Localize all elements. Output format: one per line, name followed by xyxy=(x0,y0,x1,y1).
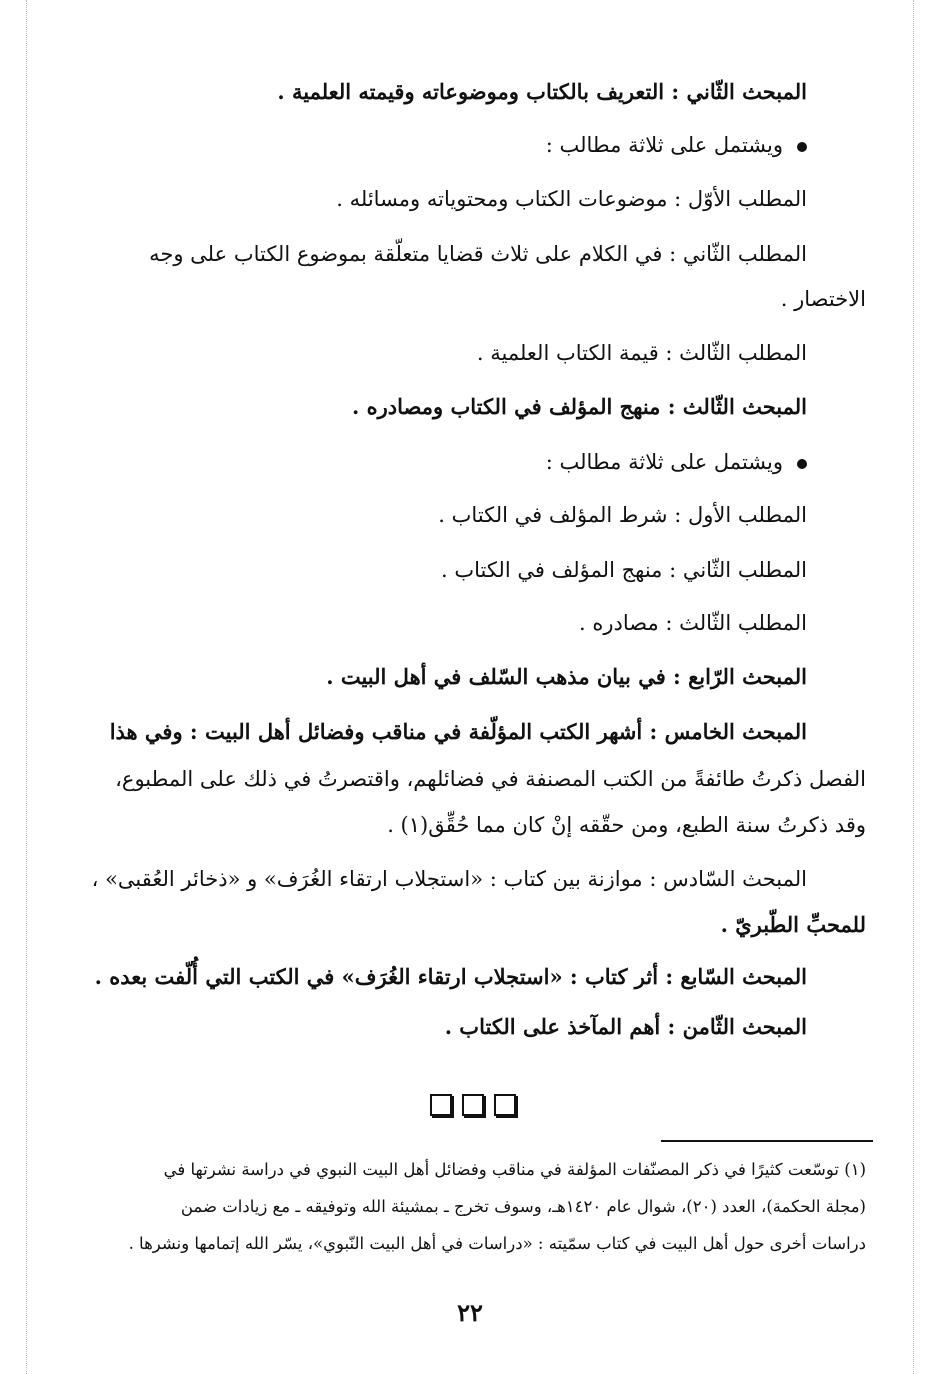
body-line-12: المبحث الرّابع : في بيان مذهب السّلف في أهل البيت . xyxy=(326,664,807,689)
body-line-10: المطلب الثّاني : منهج المؤلف في الكتاب . xyxy=(440,558,807,582)
body-line-19: المبحث الثّامن : أهم المآخذ على الكتاب . xyxy=(444,1014,807,1039)
square-icon xyxy=(462,1094,484,1116)
body-line-9: المطلب الأول : شرط المؤلف في الكتاب . xyxy=(438,503,807,527)
body-line-8: ويشتمل على ثلاثة مطالب : xyxy=(546,447,807,477)
page-number: ٢٢ xyxy=(457,1298,483,1327)
body-line-18: المبحث السّابع : أثر كتاب : «استجلاب ارتقاء الغُرَف» في الكتب التي أُلّفت بعده . xyxy=(94,964,807,989)
footnote-line-1: (١) توسّعت كثيرًا في ذكر المصنّفات المؤلفة في مناقب وفضائل أهل البيت النبوي في دراسة نشرتها في xyxy=(163,1160,866,1179)
body-line-5: الاختصار . xyxy=(780,287,866,311)
right-page-edge xyxy=(913,0,914,1374)
body-line-3: المطلب الأوّل : موضوعات الكتاب ومحتوياته ومسائله . xyxy=(336,187,807,211)
bullet-icon xyxy=(797,459,807,469)
body-line-4: المطلب الثّاني : في الكلام على ثلاث قضايا متعلّقة بموضوع الكتاب على وجه xyxy=(149,242,807,266)
body-line-11: المطلب الثّالث : مصادره . xyxy=(579,611,807,635)
body-line-2: ويشتمل على ثلاثة مطالب : xyxy=(546,130,807,160)
body-line-1: المبحث الثّاني : التعريف بالكتاب وموضوعاته وقيمته العلمية . xyxy=(277,79,807,104)
footnote-rule xyxy=(661,1140,873,1142)
square-icon xyxy=(494,1094,516,1116)
body-line-15: وقد ذكرتُ سنة الطبع، ومن حقّقه إنْ كان مما حُقِّق(١) . xyxy=(387,813,866,837)
section-separator xyxy=(430,1094,516,1116)
bullet-icon xyxy=(797,142,807,152)
square-icon xyxy=(430,1094,452,1116)
footnote-line-2: (مجلة الحكمة)، العدد (٢٠)، شوال عام ١٤٢٠هـ، وسوف تخرج ـ بمشيئة الله وتوفيقه ـ مع زيادات ضمن xyxy=(180,1197,866,1216)
left-page-edge xyxy=(26,0,27,1374)
body-line-7: المبحث الثّالث : منهج المؤلف في الكتاب ومصادره . xyxy=(352,394,807,419)
body-line-17: للمحبِّ الطّبريّ . xyxy=(720,912,866,937)
body-line-13: المبحث الخامس : أشهر الكتب المؤلّفة في مناقب وفضائل أهل البيت : وفي هذا xyxy=(109,719,807,744)
body-line-14: الفصل ذكرتُ طائفةً من الكتب المصنفة في فضائلهم، واقتصرتُ في ذلك على المطبوع، xyxy=(115,767,866,791)
body-line-6: المطلب الثّالث : قيمة الكتاب العلمية . xyxy=(476,341,807,365)
footnote-line-3: دراسات أخرى حول أهل البيت في كتاب سمّيته : «دراسات في أهل البيت النّبوي»، يسّر الله إتمامها ونشرها . xyxy=(128,1234,866,1253)
body-line-16: المبحث السّادس : موازنة بين كتاب : «استجلاب ارتقاء الغُرَف» و «ذخائر العُقبى» ، xyxy=(91,867,807,891)
